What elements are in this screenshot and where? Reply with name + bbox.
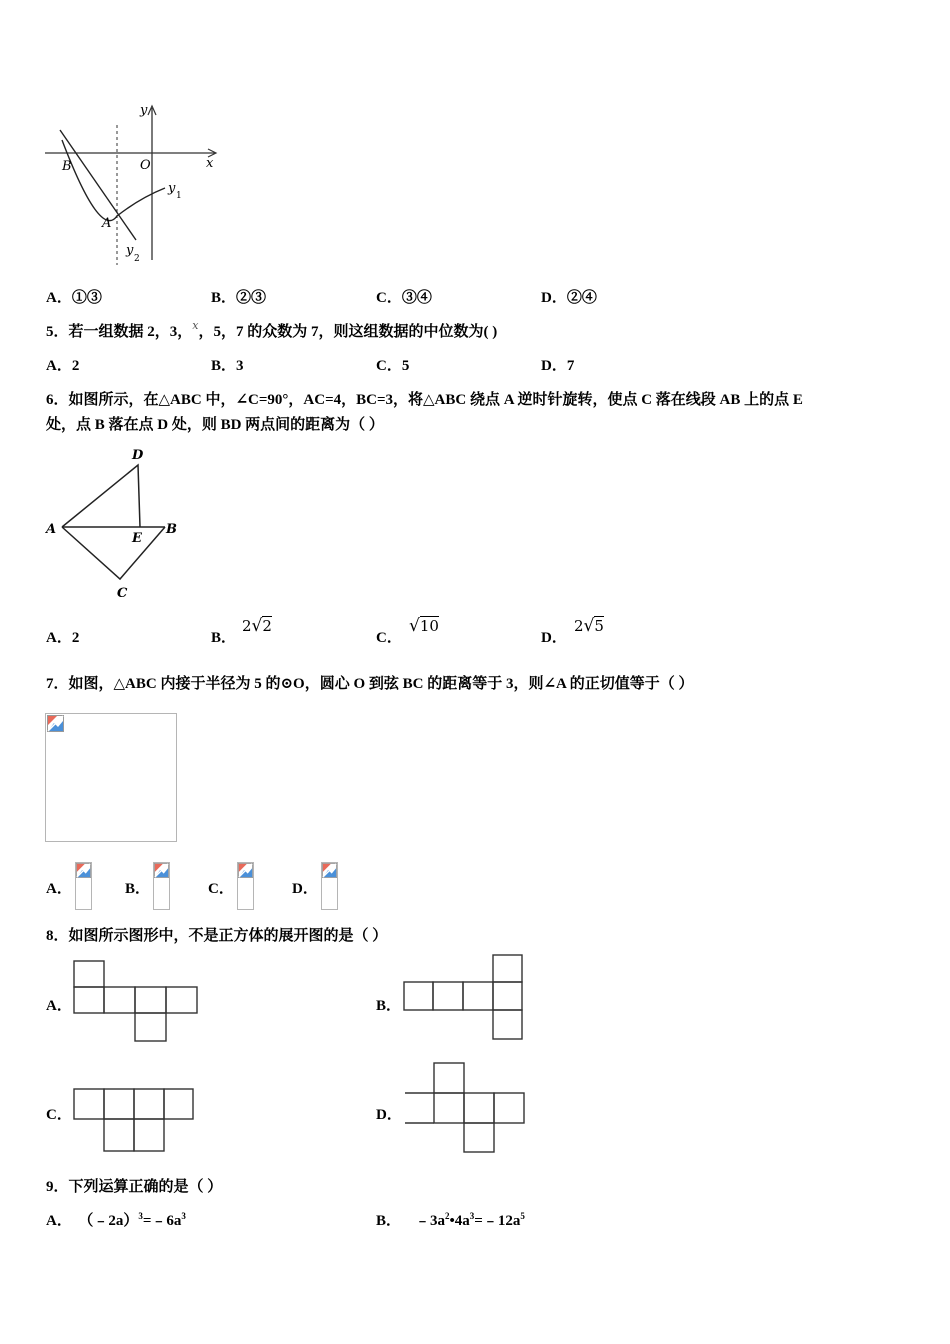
- q7-option-d-label[interactable]: D．: [292, 881, 318, 897]
- q4-option-a[interactable]: A．①③: [46, 290, 102, 306]
- q6-triangle-figure: [40, 445, 190, 605]
- q5-option-a[interactable]: A．2: [46, 358, 80, 374]
- q9-option-b[interactable]: [376, 1209, 525, 1230]
- q7-question: 7．如图，△ABC 内接于半径为 5 的⊙O，圆心 O 到弦 BC 的距离等于 3，则∠A 的正切值等于（ ）: [46, 676, 694, 692]
- q7-broken-image: [45, 713, 177, 842]
- q4-x-axis-label: x: [206, 156, 214, 171]
- q8-option-c-label[interactable]: C．: [46, 1107, 72, 1123]
- q6-option-d-coef: 2: [574, 617, 584, 635]
- q8-net-a[interactable]: [73, 960, 201, 1044]
- q5-option-d[interactable]: D．7: [541, 358, 575, 374]
- q9-option-b-t3: =﹣12a: [474, 1213, 521, 1229]
- q5-option-b[interactable]: B．3: [211, 358, 244, 374]
- q6-label-b: B: [166, 522, 177, 537]
- q6-label-e: E: [132, 531, 142, 546]
- q6-option-d-math: 2√5: [574, 616, 604, 636]
- q6-option-b-label: B．: [211, 630, 237, 646]
- q4-graph: [40, 100, 225, 270]
- q9-option-a-base: （﹣2a）: [85, 1213, 139, 1229]
- q4-curve1-subscript: 1: [176, 191, 182, 201]
- q7-option-b-label[interactable]: B．: [125, 881, 151, 897]
- q6-label-d: D: [132, 448, 144, 463]
- q9-option-b-label: B．: [376, 1213, 402, 1229]
- q7-option-b-broken-image[interactable]: [153, 862, 170, 910]
- broken-image-icon: [47, 715, 64, 732]
- q5-question: [46, 320, 497, 341]
- q9-option-a[interactable]: [46, 1209, 186, 1230]
- q6-option-c-radicand: 10: [419, 617, 439, 635]
- q8-question: 8．如图所示图形中，不是正方体的展开图的是（ ）: [46, 928, 388, 944]
- q9-option-b-e1: 2: [445, 1211, 450, 1221]
- q8-option-b-label[interactable]: B．: [376, 998, 402, 1014]
- q9-option-a-exp1: 3: [138, 1211, 143, 1221]
- q4-y-axis-label: y: [140, 103, 148, 118]
- q9-option-a-exp2: 3: [181, 1211, 186, 1221]
- q9-option-a-mid: =﹣6a: [142, 1213, 182, 1229]
- q8-net-b[interactable]: [403, 954, 527, 1044]
- q4-option-c[interactable]: C．③④: [376, 290, 432, 306]
- q6-option-a-label: A．: [46, 630, 72, 646]
- q6-question-line1: 6．如图所示，在△ABC 中，∠C=90°，AC=4，BC=3，将△ABC 绕点 A 逆时针旋转，使点 C 落在线段 AB 上的点 E: [46, 392, 803, 408]
- q6-option-c-math: √10: [409, 616, 439, 636]
- q7-option-a-label[interactable]: A．: [46, 881, 72, 897]
- broken-image-icon: [238, 863, 253, 878]
- q5-suffix: ，5，7 的众数为 7，则这组数据的中位数为( ): [198, 324, 498, 340]
- q6-option-c[interactable]: [376, 626, 402, 647]
- q8-option-d-label[interactable]: D．: [376, 1107, 402, 1123]
- q7-option-c-broken-image[interactable]: [237, 862, 254, 910]
- q6-option-d-label: D．: [541, 630, 567, 646]
- q6-option-b-coef: 2: [242, 617, 252, 635]
- q4-origin-label: O: [140, 158, 151, 173]
- q6-option-d-radicand: 5: [594, 617, 604, 635]
- q4-curve2-subscript: 2: [134, 254, 140, 264]
- q6-label-c: C: [117, 586, 128, 601]
- q6-option-b[interactable]: [211, 626, 236, 647]
- q9-option-b-t2: •4a: [449, 1213, 470, 1229]
- q8-option-a-label[interactable]: A．: [46, 998, 72, 1014]
- q4-point-b-label: B: [62, 159, 72, 174]
- q9-question: 9．下列运算正确的是（ ）: [46, 1179, 223, 1195]
- q6-label-a: A: [46, 522, 57, 537]
- q6-option-a[interactable]: [46, 626, 79, 647]
- q6-option-b-math: 2√2: [242, 616, 272, 636]
- q9-option-a-label: A．: [46, 1213, 72, 1229]
- q5-variable: x: [192, 319, 199, 332]
- q6-option-a-value: 2: [71, 630, 80, 646]
- q4-option-b[interactable]: B．②③: [211, 290, 267, 306]
- q9-option-b-e2: 3: [469, 1211, 475, 1221]
- q8-net-c[interactable]: [73, 1088, 197, 1154]
- q9-option-b-e3: 5: [520, 1211, 525, 1221]
- q5-prefix: 5．若一组数据 2，3，: [46, 324, 193, 340]
- q4-option-d[interactable]: D．②④: [541, 290, 597, 306]
- q8-net-d[interactable]: [404, 1061, 528, 1155]
- q7-option-c-label[interactable]: C．: [208, 881, 234, 897]
- broken-image-icon: [322, 863, 337, 878]
- q7-option-a-broken-image[interactable]: [75, 862, 92, 910]
- q6-option-d[interactable]: [541, 626, 567, 647]
- q9-option-b-t1: ﹣3a: [415, 1213, 446, 1229]
- q6-option-c-label: C．: [376, 630, 402, 646]
- q5-option-c[interactable]: C．5: [376, 358, 410, 374]
- q4-point-a-label: A: [102, 216, 112, 231]
- broken-image-icon: [76, 863, 91, 878]
- q4-curve1-label: y: [168, 181, 176, 196]
- q7-option-d-broken-image[interactable]: [321, 862, 338, 910]
- broken-image-icon: [154, 863, 169, 878]
- q6-question-line2: 处，点 B 落在点 D 处，则 BD 两点间的距离为（ ）: [46, 417, 384, 433]
- q6-option-b-radicand: 2: [262, 617, 272, 635]
- q4-curve2-label: y: [126, 243, 134, 258]
